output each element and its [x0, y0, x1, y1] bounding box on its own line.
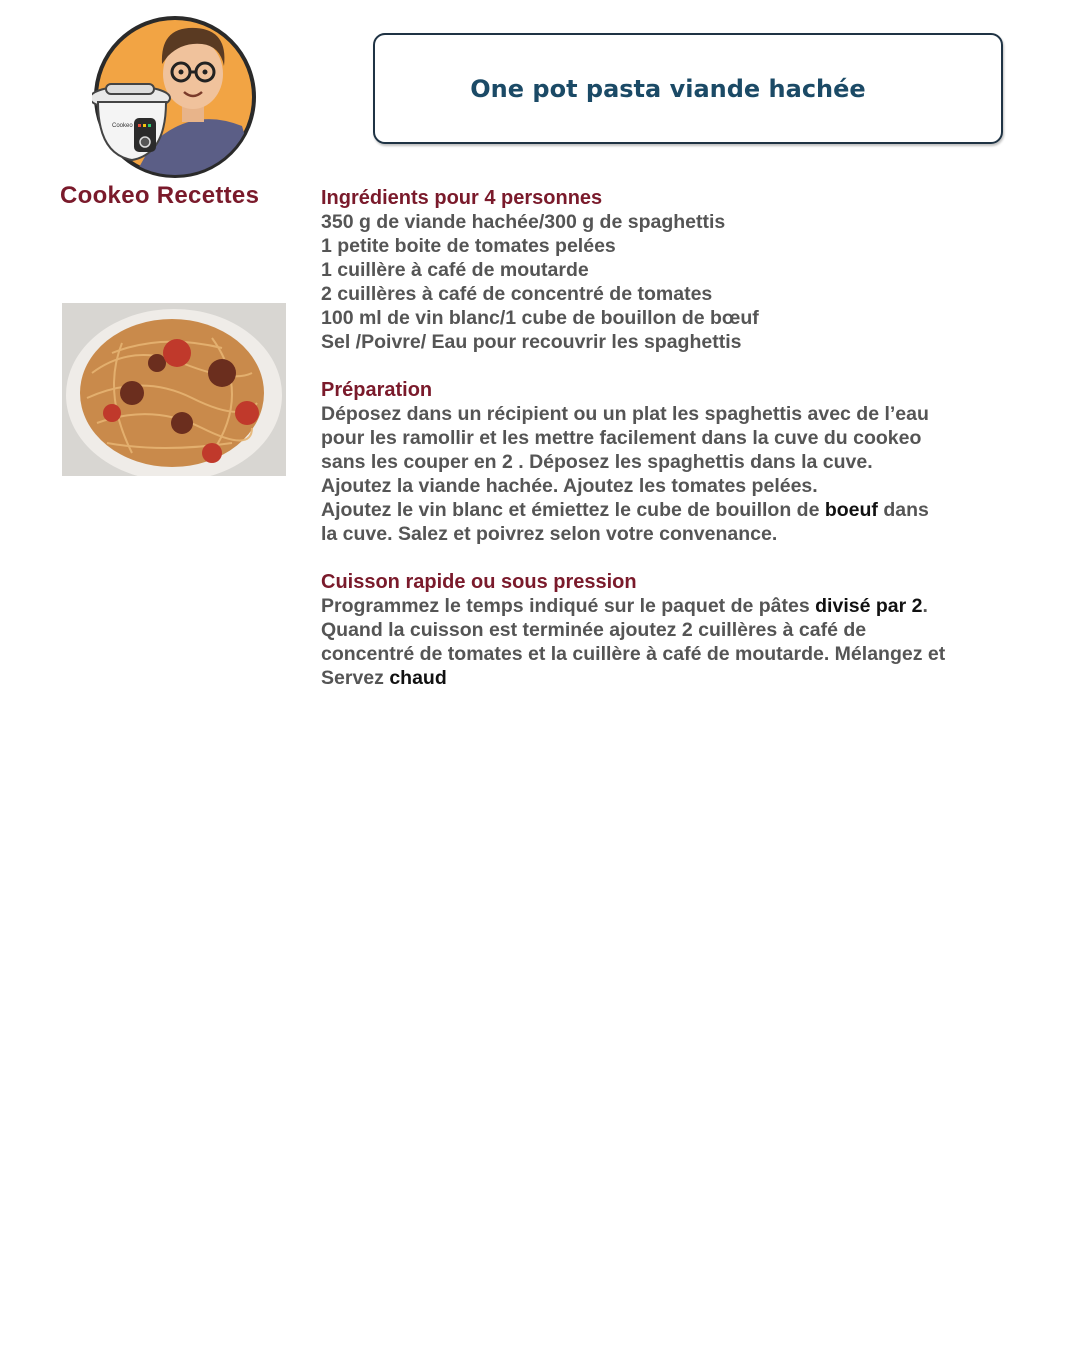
cooking-line-text: Servez — [321, 667, 390, 689]
ingredients-section — [321, 186, 1021, 354]
cooking-line: concentré de tomates et la cuillère à café de moutarde. Mélangez et — [321, 643, 946, 665]
cooker-brand-label: Cookeo — [112, 123, 133, 129]
cooking-heading: Cuisson rapide ou sous pression — [321, 571, 637, 593]
preparation-section — [321, 378, 1021, 546]
preparation-heading: Préparation — [321, 379, 433, 401]
brand-name: Cookeo Recettes — [60, 182, 260, 209]
preparation-line-text: Ajoutez le vin blanc et émiettez le cube de bouillon de — [321, 499, 825, 521]
cooking-line: Quand la cuisson est terminée ajoutez 2 cuillères à café de — [321, 619, 867, 641]
ingredient-line: Sel /Poivre/ Eau pour recouvrir les spaghettis — [321, 331, 742, 353]
ingredient-line: 100 ml de vin blanc/1 cube de bouillon de bœuf — [321, 307, 759, 329]
preparation-line: Déposez dans un récipient ou un plat les spaghettis avec de l’eau — [321, 403, 929, 425]
cooking-line-text: Programmez le temps indiqué sur le paquet de pâtes — [321, 595, 816, 617]
emphasis-text: chaud — [389, 667, 447, 689]
recipe-title: One pot pasta viande hachée — [470, 74, 866, 103]
emphasis-text: boeuf — [824, 499, 878, 521]
cooking-line — [321, 594, 1021, 618]
ingredients-heading: Ingrédients pour 4 personnes — [321, 187, 603, 209]
recipe-content — [321, 186, 1021, 714]
preparation-line — [321, 498, 1021, 522]
cookeo-chef-logo — [92, 14, 258, 180]
cooking-line — [321, 666, 1021, 690]
ingredient-line: 1 petite boite de tomates pelées — [321, 235, 616, 257]
preparation-line: sans les couper en 2 . Déposez les spaghettis dans la cuve. — [321, 451, 873, 473]
cooking-line-text: . — [922, 595, 928, 617]
emphasis-text: divisé par 2 — [815, 595, 923, 617]
dish-photo — [62, 303, 286, 476]
title-box — [373, 33, 1003, 144]
preparation-line: la cuve. Salez et poivrez selon votre convenance. — [321, 523, 778, 545]
cooking-section — [321, 570, 1021, 690]
ingredient-line: 350 g de viande hachée/300 g de spaghettis — [321, 211, 726, 233]
ingredient-line: 1 cuillère à café de moutarde — [321, 259, 589, 281]
ingredient-line: 2 cuillères à café de concentré de tomates — [321, 283, 713, 305]
preparation-line-text: dans — [877, 499, 929, 521]
preparation-line: Ajoutez la viande hachée. Ajoutez les tomates pelées. — [321, 475, 818, 497]
preparation-line: pour les ramollir et les mettre facilement dans la cuve du cookeo — [321, 427, 922, 449]
